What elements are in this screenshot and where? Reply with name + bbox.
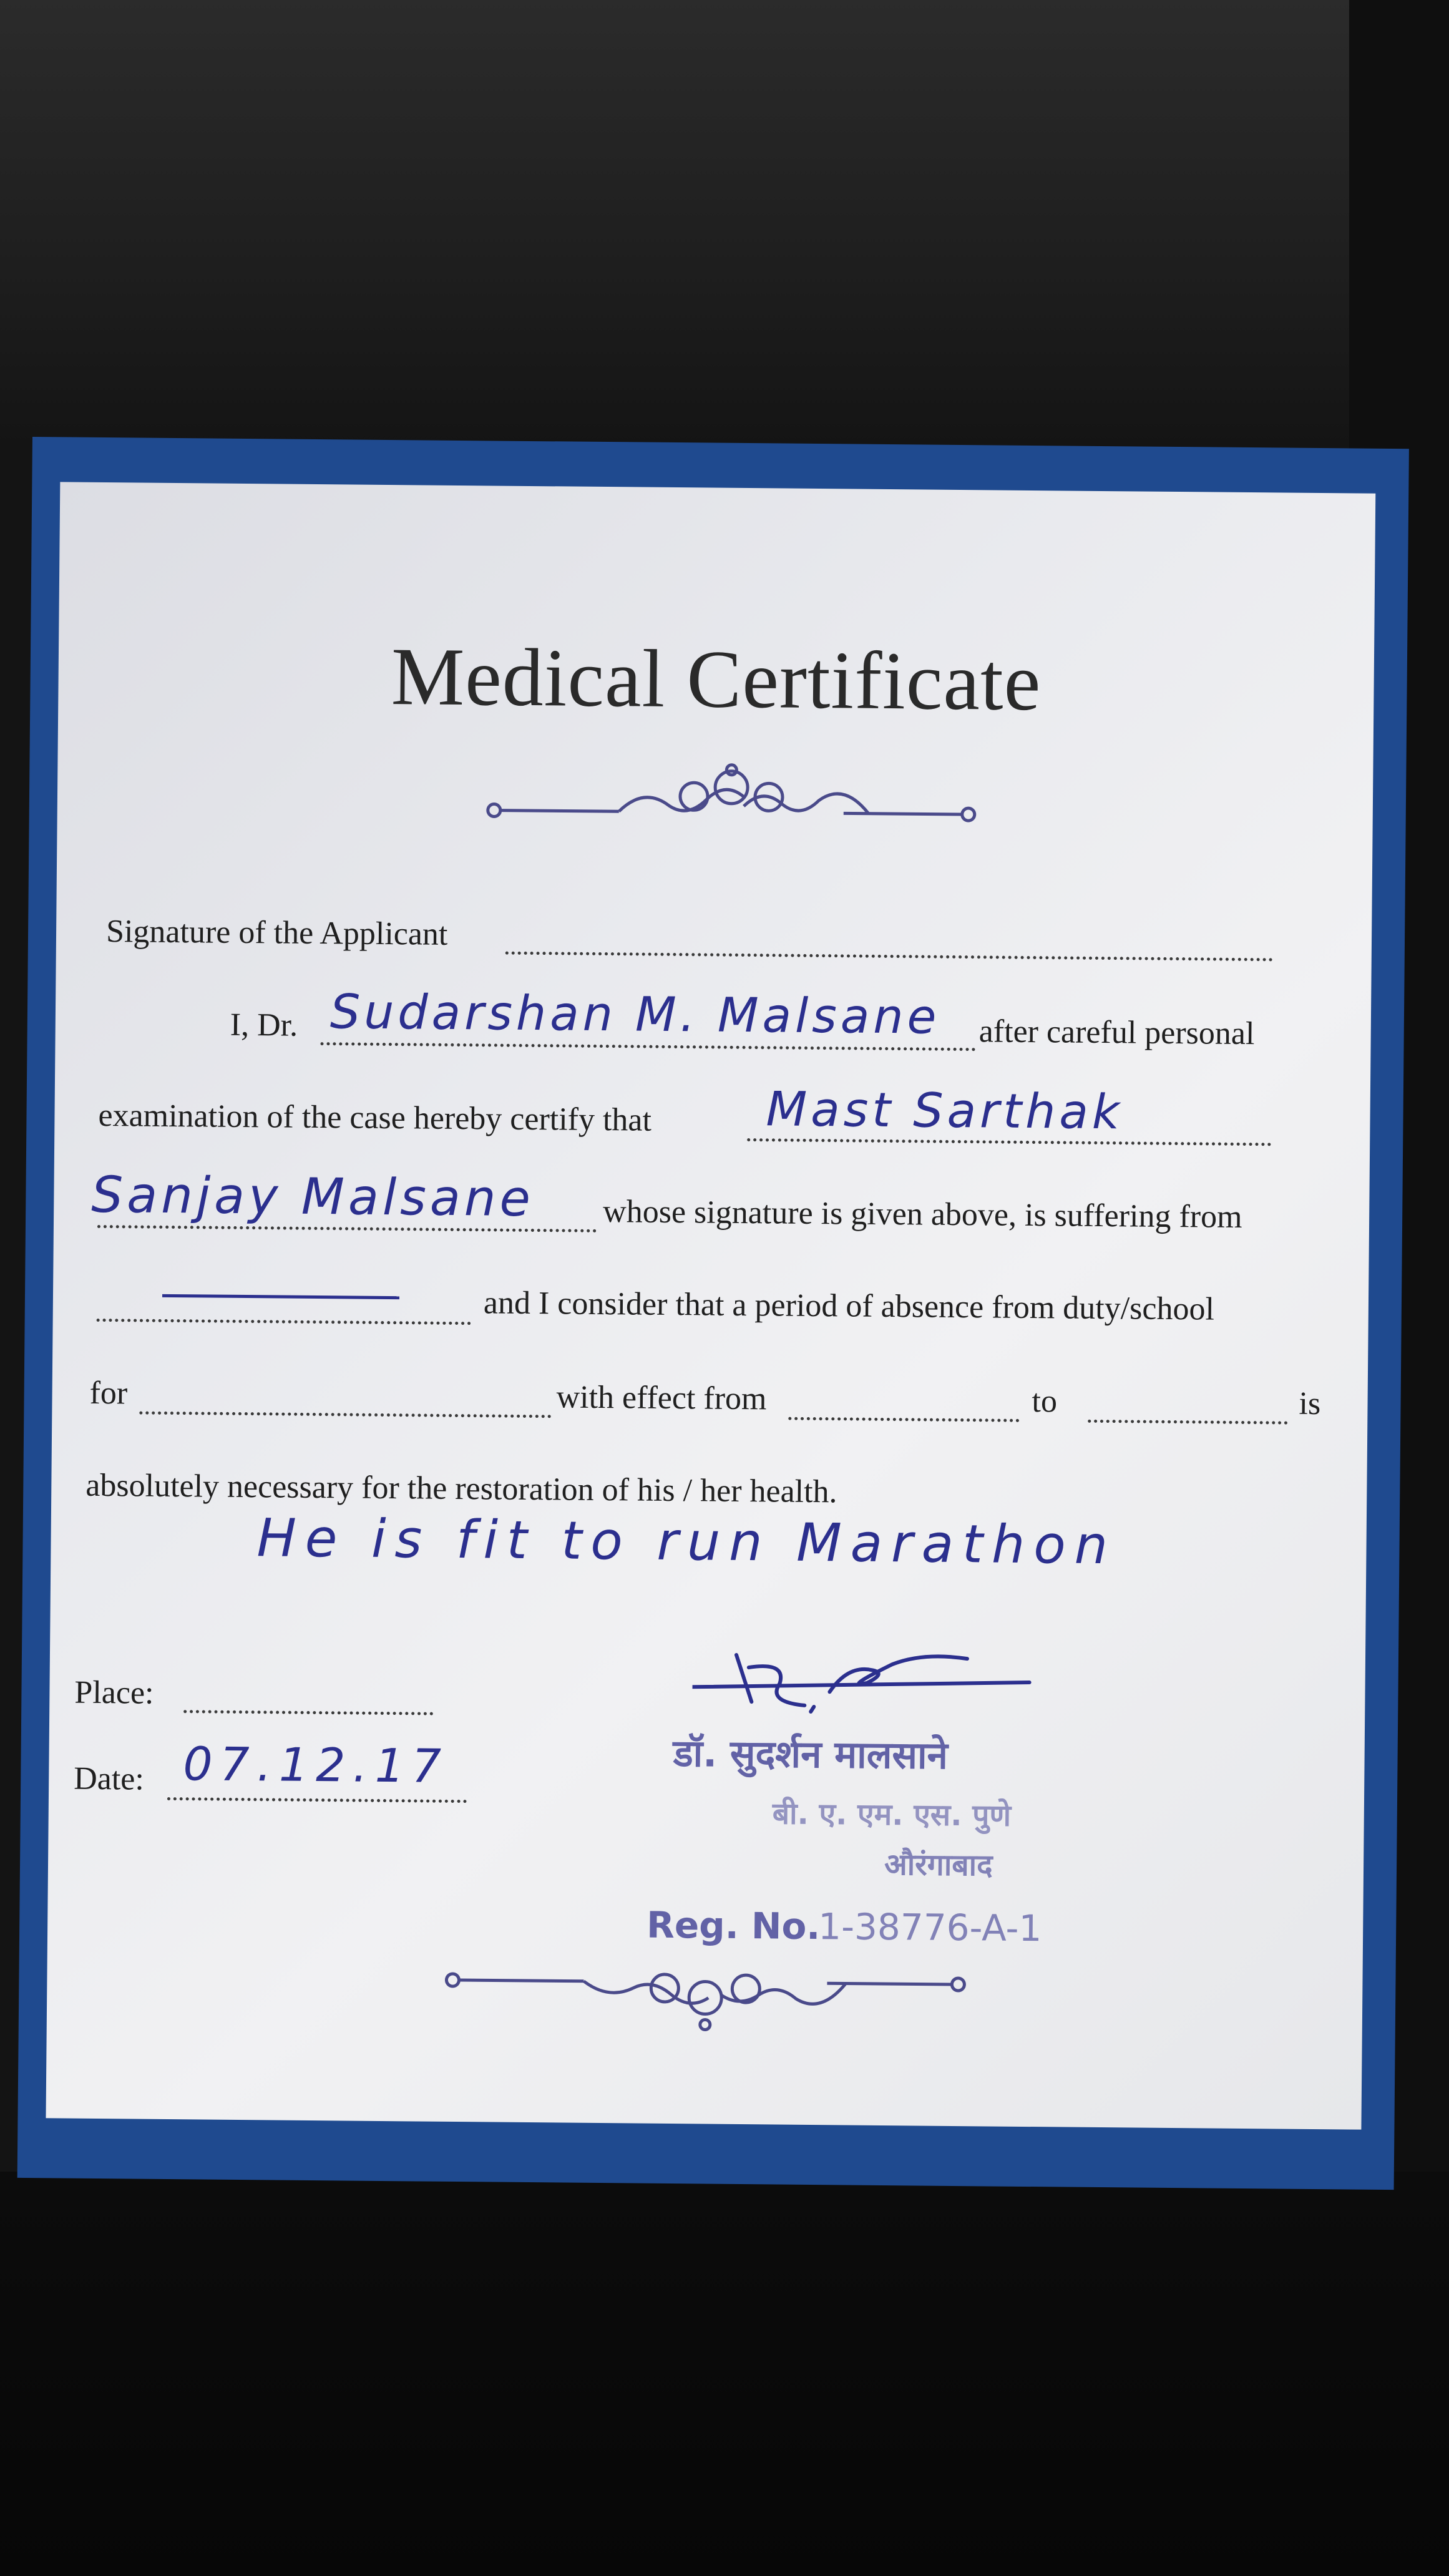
top-ornament-icon: [481, 760, 981, 839]
stamp-qualification: बी. ए. एम. एस. पुणे: [772, 1796, 1012, 1833]
stamp-doctor-name: डॉ. सुदर्शन मालसाने: [673, 1732, 949, 1778]
suffering-text: whose signature is given above, is suffering from: [602, 1194, 1242, 1235]
applicant-signature-label: Signature of the Applicant: [105, 914, 448, 952]
handwritten-patient-name-part1: Mast Sarthak: [766, 1081, 1124, 1140]
illness-handwritten-dash: [162, 1294, 399, 1299]
place-label: Place:: [74, 1674, 154, 1711]
date-label: Date:: [73, 1760, 145, 1797]
period-for-label: for: [89, 1375, 128, 1412]
restoration-text: absolutely necessary for the restoration of his / her health.: [85, 1467, 837, 1510]
place-dotted-line: [183, 1710, 433, 1715]
handwritten-patient-name-part2: Sanjay Malsane: [91, 1165, 535, 1228]
dark-background-bottom: [0, 2172, 1449, 2576]
certificate-title: Medical Certificate: [391, 630, 1042, 728]
doctor-signature-icon: [692, 1642, 1042, 1726]
certificate-card: [17, 437, 1409, 2190]
period-dotted-line: [139, 1412, 551, 1418]
handwritten-date: 07.12.17: [183, 1737, 449, 1793]
absence-text: and I consider that a period of absence from duty/school: [483, 1285, 1215, 1327]
doctor-suffix: after careful personal: [978, 1013, 1255, 1052]
bottom-ornament-icon: [440, 1949, 971, 2041]
applicant-signature-dotted-line: [505, 952, 1273, 962]
stamp-city: औरंगाबाद: [884, 1847, 993, 1883]
stamp-reg-number: 1-38776-A-1: [817, 1905, 1042, 1950]
to-dotted-line: [1088, 1420, 1287, 1425]
certificate-paper: [46, 482, 1375, 2129]
to-label: to: [1032, 1383, 1058, 1420]
from-dotted-line: [788, 1417, 1019, 1422]
handwritten-doctor-name: Sudarshan M. Malsane: [329, 983, 940, 1045]
handwritten-fitness-note: He is fit to run Marathon: [256, 1507, 1117, 1576]
effect-from-label: with effect from: [556, 1379, 767, 1417]
illness-dotted-line: [97, 1319, 471, 1325]
patient-name-dotted-line-1: [747, 1138, 1271, 1146]
dark-background-top: [0, 0, 1449, 449]
certify-text: examination of the case hereby certify that: [98, 1097, 652, 1138]
stamp-reg-label: Reg. No.: [646, 1903, 821, 1948]
doctor-prefix: I, Dr.: [230, 1007, 298, 1043]
is-label: is: [1299, 1385, 1321, 1422]
date-dotted-line: [167, 1797, 467, 1803]
